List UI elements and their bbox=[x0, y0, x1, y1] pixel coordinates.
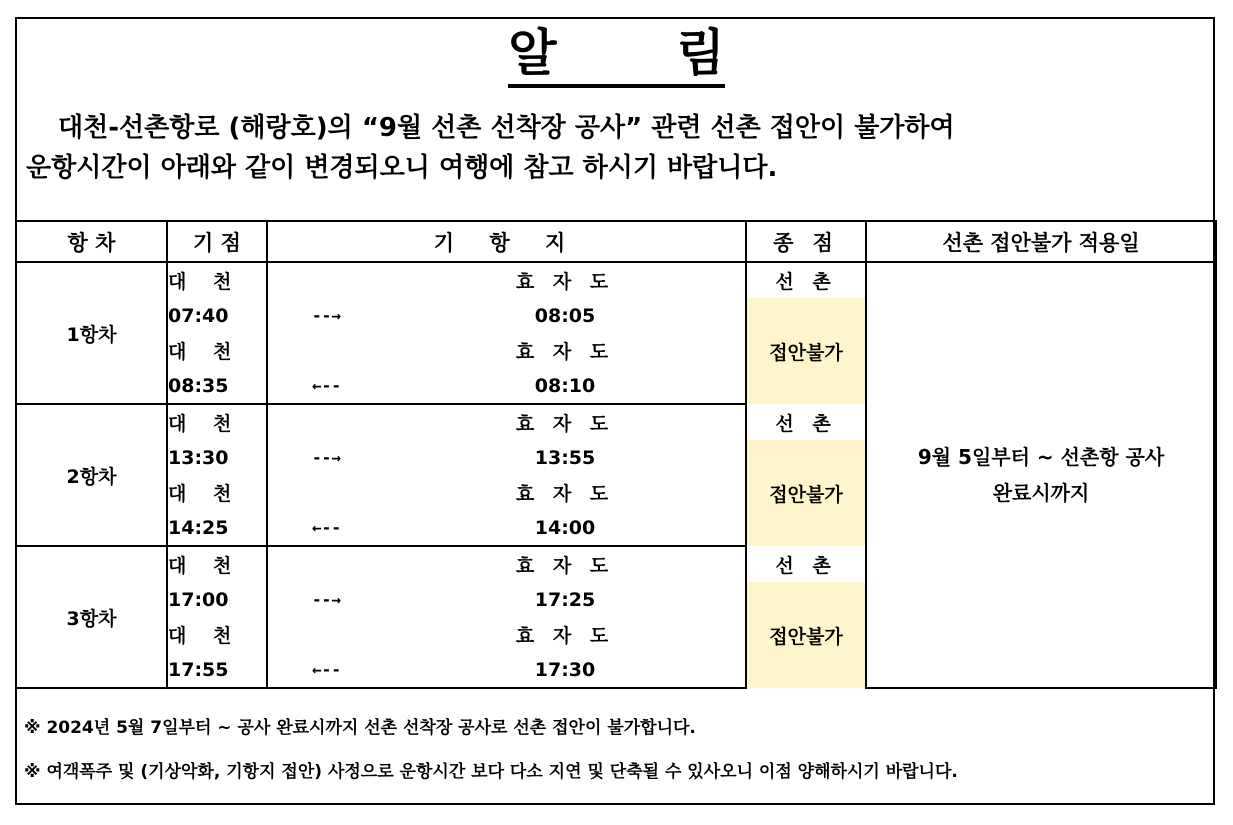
intro-line-2: 운항시간이 아래와 같이 변경되오니 여행에 참고 하시기 바랍니다. bbox=[26, 153, 778, 183]
title-right: 림 bbox=[677, 22, 725, 88]
notice-title bbox=[0, 22, 1233, 88]
header-apply: 선촌 접안불가 적용일 bbox=[866, 221, 1216, 262]
apply-line-2: 완료시까지 bbox=[992, 481, 1090, 505]
header-trip: 항 차 bbox=[16, 221, 167, 262]
header-origin: 기 점 bbox=[167, 221, 267, 262]
origin-time: 07:40 bbox=[167, 298, 267, 333]
stop-time: 17:25 bbox=[385, 582, 746, 617]
origin-name: 대 천 bbox=[167, 333, 267, 368]
stop-name: 효 자 도 bbox=[385, 546, 746, 582]
stop-name: 효 자 도 bbox=[385, 262, 746, 298]
stop-time: 08:05 bbox=[385, 298, 746, 333]
stop-time: 08:10 bbox=[385, 368, 746, 404]
table-row bbox=[16, 262, 1216, 298]
direction-arrow: --→ bbox=[312, 590, 341, 609]
direction-arrow: ←-- bbox=[267, 510, 385, 546]
note-1: ※ 2024년 5월 7일부터 ~ 공사 완료시까지 선촌 선착장 공사로 선촌 접안이 불가합니다. bbox=[24, 718, 696, 738]
origin-name: 대 천 bbox=[167, 404, 267, 440]
stop-name: 효 자 도 bbox=[385, 333, 746, 368]
apply-period bbox=[866, 262, 1216, 688]
direction-arrow bbox=[267, 546, 385, 582]
direction-arrow bbox=[267, 475, 385, 510]
origin-name: 대 천 bbox=[167, 475, 267, 510]
stop-time: 17:30 bbox=[385, 652, 746, 688]
direction-arrow: --→ bbox=[312, 306, 341, 325]
direction-arrow: ←-- bbox=[267, 368, 385, 404]
schedule-table bbox=[15, 220, 1217, 689]
stop-name: 효 자 도 bbox=[385, 404, 746, 440]
direction-arrow bbox=[267, 617, 385, 652]
terminal-status: 접안불가 bbox=[746, 582, 866, 688]
terminal-name: 선 촌 bbox=[746, 262, 866, 298]
header-stop: 기 항 지 bbox=[267, 221, 746, 262]
trip-label: 2항차 bbox=[16, 404, 167, 546]
apply-line-1: 9월 5일부터 ~ 선촌항 공사 bbox=[917, 445, 1165, 469]
stop-time: 14:00 bbox=[385, 510, 746, 546]
direction-arrow: ←-- bbox=[267, 652, 385, 688]
terminal-status: 접안불가 bbox=[746, 298, 866, 404]
stop-name: 효 자 도 bbox=[385, 617, 746, 652]
trip-label: 1항차 bbox=[16, 262, 167, 404]
origin-time: 13:30 bbox=[167, 440, 267, 475]
origin-time: 08:35 bbox=[167, 368, 267, 404]
direction-arrow: --→ bbox=[312, 448, 341, 467]
origin-name: 대 천 bbox=[167, 617, 267, 652]
title-left: 알 bbox=[508, 22, 676, 88]
origin-time: 17:00 bbox=[167, 582, 267, 617]
stop-time: 13:55 bbox=[385, 440, 746, 475]
table-header-row bbox=[16, 221, 1216, 262]
origin-name: 대 천 bbox=[167, 262, 267, 298]
origin-time: 14:25 bbox=[167, 510, 267, 546]
intro-text bbox=[26, 108, 1206, 188]
trip-label: 3항차 bbox=[16, 546, 167, 688]
stop-name: 효 자 도 bbox=[385, 475, 746, 510]
notes bbox=[24, 706, 958, 794]
header-terminal: 종 점 bbox=[746, 221, 866, 262]
origin-name: 대 천 bbox=[167, 546, 267, 582]
direction-arrow bbox=[267, 262, 385, 298]
terminal-name: 선 촌 bbox=[746, 546, 866, 582]
note-2: ※ 여객폭주 및 (기상악화, 기항지 접안) 사정으로 운항시간 보다 다소 지연 및 단축될 수 있사오니 이점 양해하시기 바랍니다. bbox=[24, 762, 958, 782]
origin-time: 17:55 bbox=[167, 652, 267, 688]
direction-arrow bbox=[267, 333, 385, 368]
direction-arrow bbox=[267, 404, 385, 440]
intro-line-1: 대천-선촌항로 (해랑호)의 “9월 선촌 선착장 공사” 관련 선촌 접안이 불가하여 bbox=[58, 113, 955, 143]
terminal-name: 선 촌 bbox=[746, 404, 866, 440]
terminal-status: 접안불가 bbox=[746, 440, 866, 546]
